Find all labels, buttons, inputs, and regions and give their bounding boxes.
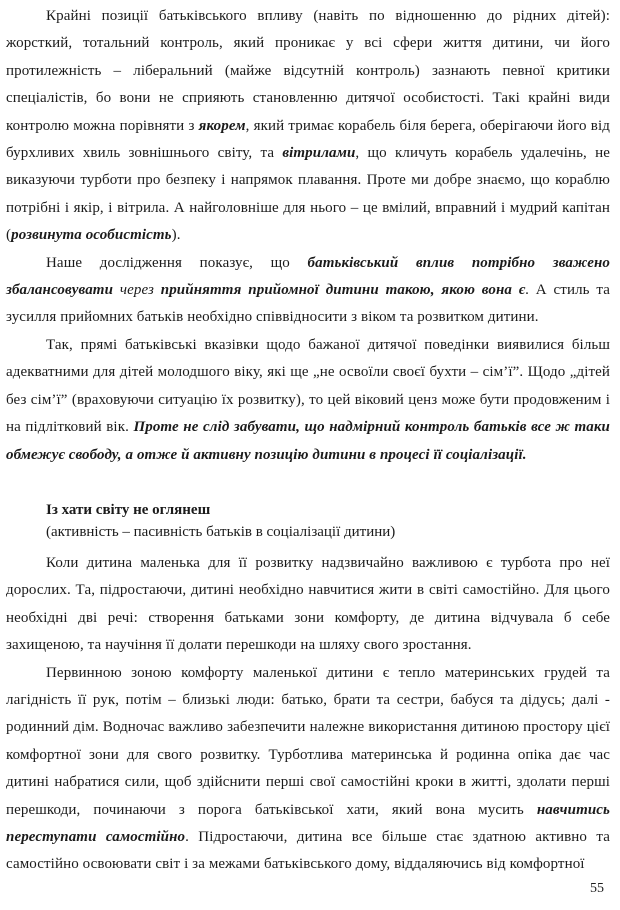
text-run: якорем (198, 117, 246, 134)
paragraph (6, 660, 610, 879)
text-run: прийняття прийомної дитини такою, якою вона є (160, 282, 526, 299)
paragraph (6, 550, 610, 660)
text-run: Так, прямі батьківські вказівки щодо бажаної дитячої поведінки виявилися більш адекватними для дітей молодшого віку, які ще „не освоїли своєї бухти – сім’ї”. Щодо „дітей без сім’ї” (враховуючи ситуацію їх розвитку), то цей віковий ценз може бути продовженим і на підлітковий вік. (6, 336, 610, 436)
paragraph (6, 250, 610, 332)
text-run: , який тримає корабель біля берега, оберігаючи його від бурхливих хвиль зовнішнього світу, та (6, 117, 610, 162)
text-run: Первинною зоною комфорту маленької дитини є тепло материнських грудей та лагідність її рук, потім – близькі люди: батько, брати та сестри, бабуся та дідусь; далі - родинний дім. Водночас важливо забезпечити належне використання дитиною простору цієї комфортної зони для свого розвитку. Турботлива материнська й родинна опіка дає час дитині набратися сили, щоб здійснити перші свої самостійні кроки в житті, здолати перші перешкоди, починаючи з порога батьківської хати, який вона мусить (6, 664, 610, 818)
paragraph (6, 332, 610, 469)
text-run: . Підростаючи, дитина все більше стає здатною активно та самостійно освоювати світ і за межами батьківського дому, віддаляючись від комфортної (6, 828, 610, 873)
text-run: Коли дитина маленька для її розвитку надзвичайно важливою є турбота про неї дорослих. Та, підростаючи, дитині необхідно навчитися жити в світі самостійно. Для цього необхідні дві речі: створення батьками зони комфорту, де дитина відчувала б себе захищеною, та научіння її долати перешкоди на шляху свого зростання. (6, 554, 610, 654)
section-heading-title: Із хати світу не оглянеш (46, 501, 211, 518)
page-number: 55 (590, 881, 604, 896)
text-run: через (119, 282, 161, 299)
text-run: Крайні позиції батьківського впливу (навіть по відношенню до рідних дітей): жорсткий, тотальний контроль, який проникає у всі сфери життя дитини, чи його протилежність – ліберальний (майже відсутній контроль) зазнають певної критики спеціалістів, бо вони не сприяють становленню дитячої особистості. Такі крайні види контролю можна порівняти з (6, 8, 610, 134)
section-heading-subtitle: (активність – пасивність батьків в соціалізації дитини) (46, 523, 396, 540)
text-run: . А стиль та зусилля прийомних батьків необхідно співвідносити з віком та розвитком дитини. (6, 282, 611, 326)
text-run: Наше дослідження показує, що (46, 254, 308, 271)
text-run: , що кличуть корабель удалечінь, не виказуючи турботи про безпеку і напрямок плавання. Проте ми добре знаємо, що кораблю потрібні і якір, і вітрила. А найголовніше для нього – це вмілий, вправний і мудрий капітан ( (6, 145, 610, 244)
section-heading (6, 499, 610, 543)
text-run: ). (171, 227, 181, 244)
text-run: вітрилами (282, 145, 356, 162)
page-content (6, 3, 610, 879)
text-run: навчитись переступати самостійно (6, 801, 610, 845)
text-run: батьківський вплив потрібно зважено збалансовувати (6, 254, 610, 299)
text-run: Проте не слід забувати, що надмірний контроль батьків все ж таки обмежує свободу, а отже й активну позицію дитини в процесі її соціалізації. (6, 419, 610, 463)
text-run: розвинута особистість (11, 227, 172, 244)
paragraph (6, 3, 610, 250)
